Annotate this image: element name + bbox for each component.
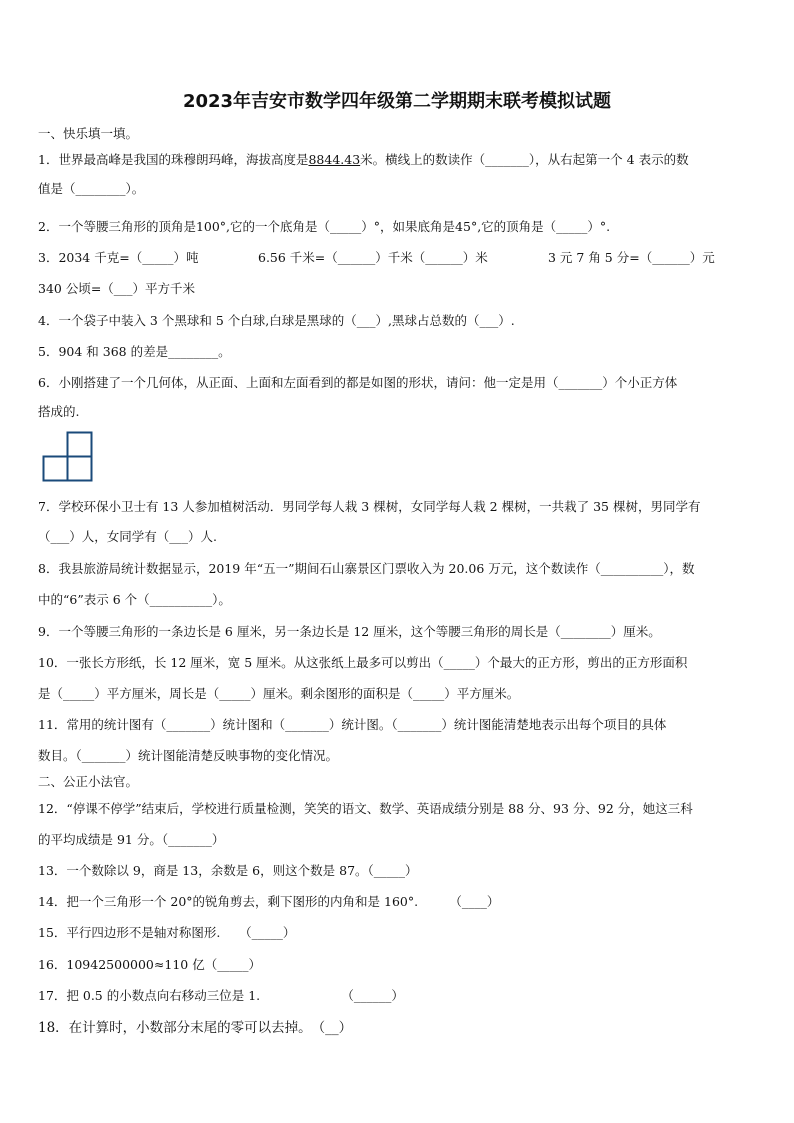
- question-6-cont: 搭成的.: [38, 404, 80, 419]
- question-7: 7．学校环保小卫士有 13 人参加植树活动．男同学每人栽 3 棵树，女同学每人栽 2 棵树，一共栽了 35 棵树，男同学有: [38, 499, 701, 514]
- figure-bottom-right-square: [68, 457, 92, 481]
- question-9: 9．一个等腰三角形的一条边长是 6 厘米，另一条边长是 12 厘米，这个等腰三角形的周长是（________）厘米。: [38, 624, 661, 639]
- question-15: 15．平行四边形不是轴对称图形. （_____）: [38, 925, 296, 940]
- q1-text-b: 米。横线上的数读作（_______），从右起第一个 4 表示的数: [360, 152, 689, 167]
- section-heading-2: 二、公正小法官。: [38, 774, 139, 789]
- question-1-cont: 值是（________）。: [38, 181, 145, 196]
- question-12: 12．“停课不停学”结束后，学校进行质量检测，笑笑的语文、数学、英语成绩分别是 88 分、93 分、92 分，她这三科: [38, 801, 693, 816]
- question-11-cont: 数目。（_______）统计图能清楚反映事物的变化情况。: [38, 748, 339, 763]
- q3-part-c: 3 元 7 角 5 分=（______）元: [548, 250, 715, 265]
- question-13: 13．一个数除以 9，商是 13，余数是 6，则这个数是 87。（_____）: [38, 863, 418, 878]
- question-11: 11．常用的统计图有（_______）统计图和（_______）统计图。（_______）统计图能清楚地表示出每个项目的具体: [38, 717, 667, 732]
- question-10-cont: 是（_____）平方厘米，周长是（_____）厘米。剩余图形的面积是（_____）平方厘米。: [38, 686, 520, 701]
- question-4: 4．一个袋子中装入 3 个黑球和 5 个白球,白球是黑球的（___）,黑球占总数的（___）.: [38, 313, 515, 328]
- figure-bottom-left-square: [44, 457, 68, 481]
- question-2: 2．一个等腰三角形的顶角是100°,它的一个底角是（_____）°，如果底角是45°,它的顶角是（_____）°.: [38, 219, 611, 234]
- q3-part-a: 3．2034 千克=（_____）吨: [38, 250, 199, 265]
- question-17: 17．把 0.5 的小数点向右移动三位是 1. （______）: [38, 988, 404, 1003]
- question-3: [38, 248, 758, 266]
- question-1: [38, 150, 758, 168]
- page-title: 2023年吉安市数学四年级第二学期期末联考模拟试题: [182, 91, 612, 112]
- figure-top-square: [68, 433, 92, 457]
- question-10: 10．一张长方形纸，长 12 厘米，宽 5 厘米。从这张纸上最多可以剪出（_____）个最大的正方形，剪出的正方形面积: [38, 655, 688, 670]
- question-12-cont: 的平均成绩是 91 分。（_______）: [38, 832, 225, 847]
- section-heading-1: 一、快乐填一填。: [38, 126, 139, 141]
- question-8: 8．我县旅游局统计数据显示，2019 年“五一”期间石山寨景区门票收入为 20.06 万元，这个数读作（__________），数: [38, 561, 695, 576]
- q1-text-a: 1．世界最高峰是我国的珠穆朗玛峰，海拔高度是: [38, 152, 309, 167]
- question-16: 16．10942500000≈110 亿（_____）: [38, 957, 261, 972]
- question-18: 18．在计算时，小数部分末尾的零可以去掉。 （__）: [38, 1020, 353, 1036]
- cube-view-figure: [42, 431, 94, 483]
- question-3-cont: 340 公顷=（___）平方千米: [38, 281, 196, 296]
- question-5: 5．904 和 368 的差是________。: [38, 344, 231, 359]
- question-7-cont: （___）人，女同学有（___）人.: [38, 529, 217, 544]
- q1-underlined-number: 8844.43: [308, 152, 361, 167]
- q3-part-b: 6.56 千米=（______）千米（______）米: [258, 250, 488, 265]
- question-8-cont: 中的“6”表示 6 个（__________）。: [38, 592, 231, 607]
- question-6: 6．小刚搭建了一个几何体，从正面、上面和左面看到的都是如图的形状，请问：他一定是用（_______）个小正方体: [38, 375, 678, 390]
- question-14: 14．把一个三角形一个 20°的锐角剪去，剩下图形的内角和是 160°. （____）: [38, 894, 500, 909]
